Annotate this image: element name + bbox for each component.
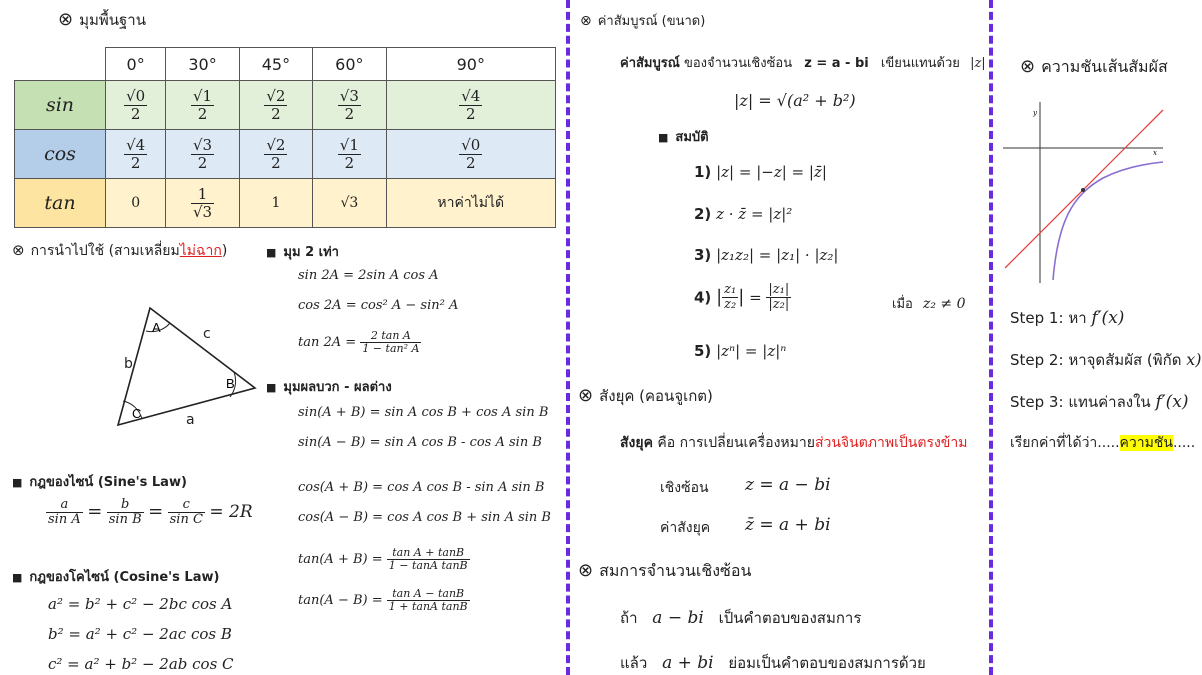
square-bullet-icon: ■ <box>266 381 277 394</box>
square-bullet-icon: ■ <box>658 131 669 144</box>
double-angle-cos: cos 2A = cos² A − sin² A <box>298 298 459 313</box>
cosine-law-line: b² = a² + c² − 2ac cos B <box>48 625 232 643</box>
cosine-law-heading: ■ กฎของโคไซน์ (Cosine's Law) <box>12 570 220 585</box>
cosine-law-line: a² = b² + c² − 2bc cos A <box>48 595 233 613</box>
table-cell: $\frac{√3}{2}$ <box>166 130 239 179</box>
complex-equation-heading: ⊗ สมการจำนวนเชิงซ้อน <box>578 560 752 581</box>
sine-law-heading: ■ กฎของไซน์ (Sine's Law) <box>12 475 187 490</box>
vertex-label-b: B <box>226 376 235 391</box>
sine-law-formula: $\frac{a}{\text{sin A}}$ = $\frac{b}{\text{sin B}}$ = $\frac{c}{\text{sin C}}$ = 2R <box>48 497 253 528</box>
sum-diff-line: sin(A − B) = sin A cos B - cos A sin B <box>298 435 542 450</box>
tangent-point <box>1081 188 1085 192</box>
tan-sum-formula: tan(A + B) = $\frac{\text{tan A + tanB}}{\text{1 − tanA tanB}}$ <box>298 546 468 573</box>
row-label-sin: sin <box>15 81 106 130</box>
conjugate-row-math: z = a − bi <box>745 475 831 495</box>
column-divider <box>566 0 570 675</box>
absolute-value-formula: |z| = √(a² + b²) <box>734 91 856 110</box>
table-cell: 1 <box>239 179 312 228</box>
step-1: Step 1: หา f′(x) <box>1010 308 1125 328</box>
table-cell: $\frac{√1}{2}$ <box>313 130 386 179</box>
table-cell: √3 <box>313 179 386 228</box>
property-condition: เมื่อ z₂ ≠ 0 <box>892 296 966 312</box>
sum-diff-line: cos(A + B) = cos A cos B - sin A sin B <box>298 480 545 495</box>
vertex-label-a: A <box>152 320 161 335</box>
conclusion: เรียกค่าที่ได้ว่า.....ความชัน..... <box>1010 435 1196 451</box>
table-cell: 0 <box>106 179 166 228</box>
side-label-c: c <box>203 326 211 342</box>
absolute-value-intro: ค่าสัมบูรณ์ ของจำนวนเชิงซ้อน z = a - bi เขียนแทนด้วย |z| <box>620 56 986 71</box>
otimes-icon: ⊗ <box>578 560 594 581</box>
table-cell: $\frac{√2}{2}$ <box>239 81 312 130</box>
otimes-icon: ⊗ <box>1020 56 1036 77</box>
header-cell: 45° <box>239 48 312 81</box>
property-item: 3) |z₁z₂| = |z₁| · |z₂| <box>694 246 839 264</box>
otimes-icon: ⊗ <box>58 9 74 30</box>
application-heading: ⊗ การนำไปใช้ (สามเหลี่ยมไม่ฉาก) <box>12 241 228 259</box>
y-axis-label: y <box>1033 109 1037 117</box>
table-cell: $\frac{√4}{2}$ <box>106 130 166 179</box>
header-cell: 60° <box>313 48 386 81</box>
table-cell: $\frac{√0}{2}$ <box>386 130 555 179</box>
conjugate-row-math: z̄ = a + bi <box>745 515 831 535</box>
otimes-icon: ⊗ <box>12 241 25 259</box>
double-angle-sin: sin 2A = 2sin A cos A <box>298 268 439 283</box>
sum-diff-line: sin(A + B) = sin A cos B + cos A sin B <box>298 405 549 420</box>
step-2: Step 2: หาจุดสัมผัส (พิกัด x) <box>1010 350 1202 369</box>
row-label-tan: tan <box>15 179 106 228</box>
header-cell: 0° <box>106 48 166 81</box>
header-cell: 90° <box>386 48 555 81</box>
fraction: $\frac{\text{|z₁|}}{\text{|z₂|}}$ <box>768 282 790 313</box>
cosine-law-line: c² = a² + b² − 2ab cos C <box>48 655 234 673</box>
equation-line-1: ถ้า a − bi เป็นคำตอบของสมการ <box>620 608 862 628</box>
column-divider <box>989 0 993 675</box>
table-cell: $\frac{√3}{2}$ <box>313 81 386 130</box>
trig-table <box>14 47 556 228</box>
table-cell: $\frac{√1}{2}$ <box>166 81 239 130</box>
side-label-b: b <box>124 356 133 372</box>
header-cell: 30° <box>166 48 239 81</box>
fraction: $\frac{c}{\text{sin C}}$ <box>169 497 203 528</box>
side-label-a: a <box>186 412 195 428</box>
basic-angles-heading: ⊗ มุมพื้นฐาน <box>58 9 146 30</box>
conjugate-row-label: ค่าสังยุค <box>660 520 711 536</box>
table-cell: $\frac{√0}{2}$ <box>106 81 166 130</box>
otimes-icon: ⊗ <box>580 13 592 29</box>
table-row-cos <box>15 130 556 179</box>
table-row-sin <box>15 81 556 130</box>
properties-heading: ■ สมบัติ <box>658 130 709 145</box>
square-bullet-icon: ■ <box>266 246 277 259</box>
table-cell: $\frac{√4}{2}$ <box>386 81 555 130</box>
conjugate-heading: ⊗ สังยุค (คอนจูเกต) <box>578 385 713 406</box>
table-corner <box>15 48 106 81</box>
step-3: Step 3: แทนค่าลงใน f′(x) <box>1010 392 1189 412</box>
double-angle-tan: tan 2A = $\frac{\text{2 tan A}}{\text{1 − tan² A}}$ <box>298 329 420 356</box>
table-header-row <box>15 48 556 81</box>
table-cell: $\frac{√2}{2}$ <box>239 130 312 179</box>
table-cell: $\frac{1}{√3}$ <box>166 179 239 228</box>
tan-diff-formula: tan(A − B) = $\frac{\text{tan A − tanB}}{\text{1 + tanA tanB}}$ <box>298 587 468 614</box>
fraction: $\frac{\text{z₁}}{\text{z₂}}$ <box>724 282 737 313</box>
table-cell: หาค่าไม่ได้ <box>386 179 555 228</box>
curve <box>1053 162 1163 280</box>
equation-line-2: แล้ว a + bi ย่อมเป็นคำตอบของสมการด้วย <box>620 653 926 673</box>
table-row-tan <box>15 179 556 228</box>
property-item: 4) | $\frac{\text{z₁}}{\text{z₂}}$ | = $\frac{\text{|z₁|}}{\text{|z₂|}}$ <box>694 282 790 313</box>
tangent-slope-heading: ⊗ ความชันเส้นสัมผัส <box>1020 56 1168 77</box>
property-item: 5) |zⁿ| = |z|ⁿ <box>694 342 787 360</box>
absolute-value-heading: ⊗ ค่าสัมบูรณ์ (ขนาด) <box>580 13 706 29</box>
fraction: $\frac{a}{\text{sin A}}$ <box>48 497 81 528</box>
vertex-label-c: C <box>132 406 142 421</box>
otimes-icon: ⊗ <box>578 385 594 406</box>
square-bullet-icon: ■ <box>12 476 23 489</box>
property-item: 1) |z| = |−z| = |z̄| <box>694 163 827 181</box>
conjugate-definition: สังยุค คือ การเปลี่ยนเครื่องหมายส่วนจินตภาพเป็นตรงข้าม <box>620 435 968 451</box>
fraction: $\frac{\text{tan A + tanB}}{\text{1 − tanA tanB}}$ <box>388 546 468 573</box>
sum-diff-line: cos(A − B) = cos A cos B + sin A sin B <box>298 510 551 525</box>
fraction: $\frac{\text{tan A − tanB}}{\text{1 + tanA tanB}}$ <box>388 587 468 614</box>
tangent-graph <box>1003 100 1168 285</box>
property-item: 2) z · z̄ = |z|² <box>694 205 793 223</box>
sum-diff-heading: ■ มุมผลบวก - ผลต่าง <box>266 380 392 395</box>
conjugate-row-label: เชิงซ้อน <box>660 480 709 496</box>
fraction: $\frac{\text{2 tan A}}{\text{1 − tan² A}}$ <box>362 329 420 356</box>
fraction: $\frac{b}{\text{sin B}}$ <box>108 497 142 528</box>
square-bullet-icon: ■ <box>12 571 23 584</box>
row-label-cos: cos <box>15 130 106 179</box>
x-axis-label: x <box>1153 149 1157 157</box>
double-angle-heading: ■ มุม 2 เท่า <box>266 245 339 260</box>
